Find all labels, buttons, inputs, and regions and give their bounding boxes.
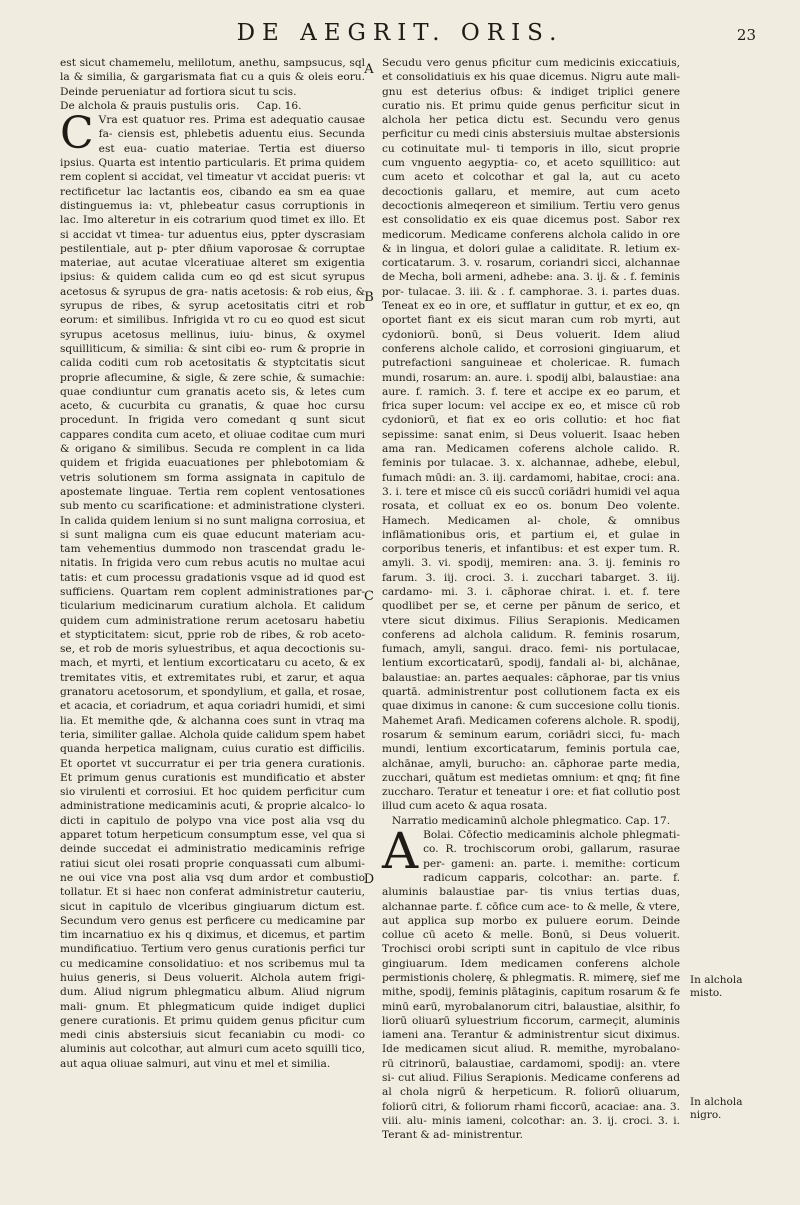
drop-capital-c: C xyxy=(60,108,94,160)
section-letter-b: B xyxy=(364,290,374,305)
right-paragraph-2 xyxy=(382,822,680,1143)
section-letter-d: D xyxy=(363,872,375,887)
right-paragraph-2-text: Bolai. Cōfectio medicaminis alchole phlegmati- co. R. trochiscorum orobi, gallarum, rasurae per- gameni: an. parte. i. memithe: corticum radicum capparis, colcothar: an. parte. f. aluminis balaustiae par- tis vnius tertias duas, alchannae parte. f. cōfice cum ace- to & melle, & vtere, aut applica sup morbo ex puluere eorum. Deinde collue cū aceto & melle. Bonū, si Deus voluerit. Trochisci orobi scripti sunt in capitulo de vlce ribus gingiuarum. Idem medicamen conferens alchole permistionis cholerę, & phlegmatis. R. mimerę, sief me mithe, spodij, feminis plātaginis, capitum rosarum & fe minū earū, myrobalanorum citri, balaustiae, alsithir, fo liorū oliuarū syluestrium ficcorum, carmeçit, aluminis iameni ana. Terantur & administrentur sicut diximus. Ide medicamen sicut aliud. R. memithe, myrobalano- rū citrinorū, balaustiae, cardamomi, spodij: an. vtere si- cut aliud. Filius Serapionis. Medicame conferens ad al chola nigrū & herpeticum. R. foliorū oliuarum, foliorū citri, & foliorum rhami ficcorū, acaciae: ana. 3. viii. alu- minis iameni, colcothar: an. 3. ij. croci. 3. i. Terant & ad- ministrentur. xyxy=(382,829,680,1142)
page-header xyxy=(0,20,800,54)
drop-capital-a: A xyxy=(382,822,419,881)
running-title: DE AEGRIT. ORIS. xyxy=(236,20,564,46)
right-paragraph-1: Secudu vero genus pficitur cum medicinis exiccatiuis, et consolidatiuis ex his quae dicemus. Nigru aute mali- gnu est deterius ofbus: & indiget triplici genere curatio nis. Et primu quide genus perficitur sicut in alchola her petica dictu est. Secundu vero genus perficitur cu medi cinis abstersiuis multae abstersionis cu cotinuitate mul- ti temporis in illo, sicut proprie cum vnguento aegyptia- co, et aceto squillitico: aut cum aceto et colcothar et gal la, aut cu aceto decoctionis gallaru, et memire, aut cum aceto decoctionis almeqereon et similium. Tertiu vero genus est consolidatio ex eis quae dicemus post. Sabor rex medicorum. Medicame conferens alchola calido in ore & in lingua, et dolori gulae a caliditate. R. letium ex- corticatarum. 3. v. rosarum, coriandri sicci, alchannae de Mecha, boli armeni, adhebe: ana. 3. ij. & . f. feminis por- tulacae. 3. iii. & . f. camphorae. 3. i. partes duas. Teneat ex eo in ore, et sufflatur in guttur, et ex eo, qn oportet fiant ex eis sicut maran cum rob myrti, aut cydoniorū. bonū, si Deus voluerit. Idem aliud conferens alchole calido, et corrosioni gingiuarum, et putrefactioni sanguineae et cholericae. R. fumach mundi, rosarum: an. aure. i. spodij albi, balaustiae: ana aure. f. ramich. 3. f. tere et accipe ex eo parum, et frica super locum: vel accipe ex eo, et misce cū rob cydoniorū, et fiat ex eo oris collutio: et hoc fiat sepissime: sanat enim, si Deus voluerit. Isaac heben ama ran. Medicamen coferens alchole calido. R. feminis por tulacae. 3. x. alchannae, adhebe, elebul, fumach mūdi: an. 3. iij. cardamomi, habitae, croci: ana. 3. i. tere et misce cū eis succū coriādri humidi vel aqua rosata, et colluat ex eo os. bonum Deo volente. Hamech. Medicamen al- chole, & omnibus inflāmationibus oris, et partium ei, et gulae in corporibus teneris, et infantibus: et est exper tum. R. amyli. 3. vi. spodij, memiren: ana. 3. ij. feminis ro farum. 3. iij. croci. 3. i. zucchari tabarget. 3. iij. cardamo- mi. 3. i. cāphorae chirat. i. et. f. tere quodlibet per se, et cerne per pānum de serico, et vtere sicut diximus. Filius Serapionis. Medicamen conferens ad alchola calidum. R. feminis rosarum, fumach, amyli, sangui. draco. femi- nis portulacae, lentium excorticatarū, spodij, fandali al- bi, alchānae, balaustiae: an. partes aequales: cāphorae, par tis vnius quartā. administrentur post collutionem facta ex eis quae diximus in canone: & cum succesione collu tionis. Mahemet Arafi. Medicamen coferens alchole. R. spodij, rosarum & seminum earum, coriādri sicci, fu- mach mundi, lentium excorticatarum, feminis portula cae, alchānae, amyli, burucho: an. cāphorae parte media, zucchari, quātum est medietas omnium: et qnq; fit fine zuccharo. Teratur et teneatur i ore: et fiat collutio post illud cum aceto & aqua rosata. xyxy=(382,57,680,813)
chapter-17-heading: Narratio medicaminū alchole phlegmatico. Cap. 17. xyxy=(391,814,671,827)
chapter-16-label: Cap. 16. xyxy=(256,99,302,112)
section-letter-c: C xyxy=(364,589,374,604)
chapter-16-title: De alchola & prauis pustulis oris. xyxy=(60,99,240,112)
left-paragraph-1: est sicut chamemelu, melilotum, anethu, sampsucus, sql la & similia, & gargarismata fiat cu a quis & oleis eoru. Deinde perueniatur ad fortiora sicut tu scis. xyxy=(60,57,365,98)
left-paragraph-2-text: Vra est quatuor res. Prima est adequatio causae fa- ciensis est, phlebetis aduentu eius. Secunda est eua- cuatio materiae. Tertia est diuerso ipsius. Quarta est intentio particularis. Et prima quidem rem coplent si accidat, vel timeatur vt accidat pueris: vt rectificetur lac lactantis eos, cibando ea sm ea quae distinguemus ia: vt, phlebeatur casus corruptionis in lac. Imo alteretur in eis cotrarium quod timet ex illo. Et si accidat vt timea- tur aduentus eius, ppter dyscrasiam pestilentiale, aut p- pter dñium vaporosae & corruptae materiae, aut acutae vlceratiuae alteret sm exigentia ipsius: & quidem calida cum eo qd est sicut syrupus acetosus & syrupus de gra- natis acetosis: & rob eius, & syrupus de ribes, & syrup acetositatis citri et rob eorum: et similibus. Infrigida vt ro cu eo quod est sicut syrupus acetosus mellinus, iuiu- binus, & oxymel squilliticum, & similia: & sint cibi eo- rum & proprie in calida coditi cum rob acetositatis & styptcitatis sicut proprie aflecumine, & sigle, & zere schie, & sumachie: quae condiuntur cum granatis aceto sis, & letes cum aceto, & cucurbita cu granatis, & quae hoc cursu procedunt. In frigida vero comedant q sunt sicut cappares condita cum aceto, et oliuae coditae cum muri & origano & similibus. Secuda re complent in ca lida quidem et frigida euacuationes per phlebotomiam & vetris solutionem sm forma assignata in capitulo de apostemate linguae. Tertia rem coplent ventosationes sub mento cu scarificatione: et administratione clysteri. In calida quidem lenium si no sunt maligna corrosiua, et si sunt maligna cum eis quae educunt materiam acu- tam vehementius dummodo non trascendat gradu le- nitatis. In frigida vero cum rebus acutis no multae acui tatis: et cum processu gradationis vsque ad id quod est sufficiens. Quartam rem coplent administrationes par- ticularium medicinarum curatium alchola. Et calidum quidem cum administratione rerum acetosaru habetiu et stypticitatem: sicut, pprie rob de ribes, & rob aceto- se, et rob de moris syluestribus, et aqua decoctionis su- mach, et myrti, et lentium excorticataru cu aceto, & ex tremitates vitis, et extremitates rubi, et zarur, et aqua granatoru acetosorum, et spondylium, et galla, et rosae, et acacia, et coriadrum, et aqua coriadri humidi, et simi lia. Et memithe qde, & alchanna coes sunt in vtraq ma teria, similiter gallae. Alchola quide calidum spem habet quanda herpetica malignam, cuius curatio est difficilis. Et oportet vt succurratur ei per tria genera curationis. Et primum genus curationis est mundificatio et abster sio virulenti et corrosiui. Et hoc quidem perficitur cum administratione medicaminis acuti, & proprie alcalco- lo dicti in capitulo de polypo vna vice post alia vsq du apparet totum herpeticum consumptum esse, vel qua si deinde succedat ei administratio medicaminis refrige ratiui sicut olei rosati proprie conquassati cum albumi- ne oui vice vna post alia vsq dum ardor et combustio tollatur. Et si haec non conferat administretur cauteriu, sicut in capitulo de vlceribus gingiuarum dictum est. Secundum vero genus est perficere cu medicamine par tim incarnatiuo ex his q diximus, et dicemus, et partim mundificatiuo. Tertium vero genus curationis perfici tur cu medicamine consolidatiuo: et nos scribemus mul ta huius generis, si Deus voluerit. Alchola autem frigi- dum. Aliud nigrum phlegmaticu album. Aliud nigrum mali- gnum. Et phlegmaticum quide indiget duplici genere curationis. Et primu quidem genus pficitur cum medi cinis abstersiuis sicut fecaniabin cu modi- co aluminis aut colcothar, aut almuri cum aceto squilli tico, aut aqua oliuae salmuri, aut vinu et mel et similia. xyxy=(60,114,365,1070)
right-column xyxy=(382,56,680,1143)
folio-number: 23 xyxy=(736,26,756,44)
left-column xyxy=(60,56,365,1071)
chapter-16-heading xyxy=(60,99,365,113)
section-letter-a: A xyxy=(364,62,374,77)
left-paragraph-2 xyxy=(60,108,365,1071)
margin-note-nigro: In alchola nigro. xyxy=(690,1096,743,1121)
margin-note-misto: In alchola misto. xyxy=(690,974,743,999)
